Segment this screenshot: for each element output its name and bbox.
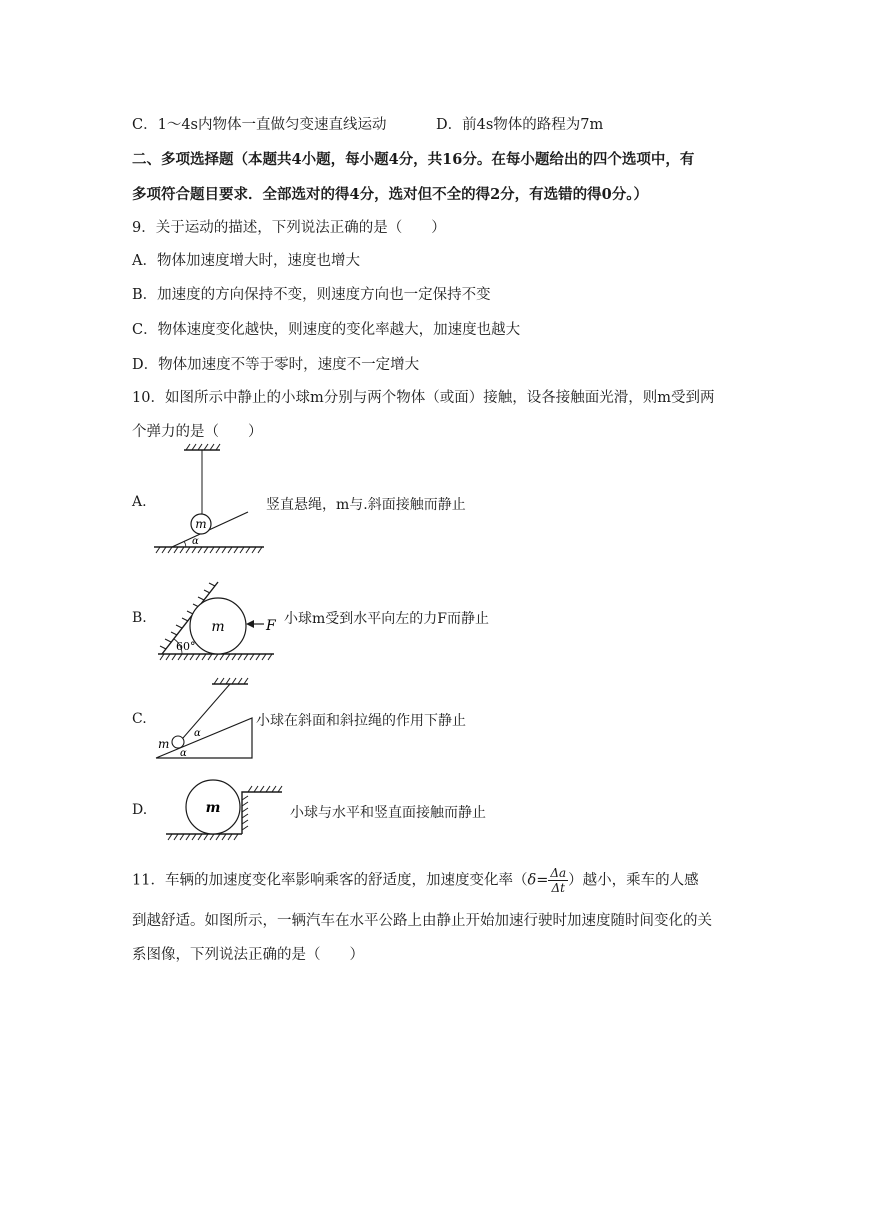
q11-line3: 系图像，下列说法正确的是（ ）: [132, 947, 364, 963]
q10-stem-line2: 个弹力的是（ ）: [132, 424, 263, 440]
q11-line1: [132, 866, 699, 895]
q10-option-c-letter: C.: [132, 711, 147, 727]
q10-figure-b: [152, 574, 282, 664]
q10-b-force-label: F: [266, 618, 276, 634]
q10-b-angle-label: 60°: [176, 640, 196, 653]
q10-figure-a: [152, 444, 282, 559]
q11-line2: 到越舒适。如图所示，一辆汽车在水平公路上由静止开始加速行驶时加速度随时间变化的关: [132, 913, 712, 929]
q11-delta-symbol: δ: [527, 872, 537, 889]
q11-fraction-numerator: Δa: [550, 866, 567, 880]
q10-d-mass-label: m: [205, 800, 221, 816]
q10-option-d-desc: 小球与水平和竖直面接触而静止: [290, 805, 486, 821]
q10-figure-d: [162, 780, 292, 850]
q11-fraction: [548, 866, 568, 895]
q10-option-a-letter: A.: [132, 494, 147, 510]
q11-line1-a: 11．车辆的加速度变化率影响乘客的舒适度，加速度变化率（: [132, 872, 528, 889]
q10-option-b-letter: B.: [132, 610, 147, 626]
q8-option-d: D．前4s物体的路程为7m: [436, 117, 604, 133]
section2-heading-line2: 多项符合题目要求．全部选对的得4分，选对但不全的得2分，有选错的得0分。）: [132, 186, 649, 203]
section2-heading-line1: 二、多项选择题（本题共4小题，每小题4分，共16分。在每小题给出的四个选项中，有: [132, 151, 695, 168]
q8-option-c: C．1～4s内物体一直做匀变速直线运动: [132, 117, 387, 133]
q9-option-d: D．物体加速度不等于零时，速度不一定增大: [132, 357, 420, 373]
q9-option-b: B．加速度的方向保持不变，则速度方向也一定保持不变: [132, 287, 491, 303]
q10-stem-line1: 10．如图所示中静止的小球m分别与两个物体（或面）接触，设各接触面光滑，则m受到两: [132, 390, 715, 406]
q10-c-mass-label: m: [158, 737, 170, 751]
q11-fraction-denominator: Δt: [551, 881, 565, 895]
q9-option-c: C．物体速度变化越快，则速度的变化率越大，加速度也越大: [132, 322, 521, 338]
q11-equals: =: [536, 872, 549, 889]
q9-stem: 9．关于运动的描述，下列说法正确的是（ ）: [132, 220, 446, 236]
q10-c-angle2-label: α: [180, 748, 187, 759]
q10-c-angle1-label: α: [194, 728, 201, 739]
q10-option-c-desc: 小球在斜面和斜拉绳的作用下静止: [256, 713, 466, 729]
q10-option-a-desc: 竖直悬绳，m与.斜面接触而静止: [266, 497, 466, 513]
q10-b-mass-label: m: [211, 619, 225, 635]
q9-option-a: A．物体加速度增大时，速度也增大: [132, 253, 360, 269]
q10-a-angle-label: α: [192, 536, 199, 547]
q10-option-d-letter: D.: [132, 802, 148, 818]
q11-line1-b: ）越小，乘车的人感: [568, 872, 699, 889]
q10-a-mass-label: m: [195, 517, 207, 531]
q10-figure-c: [150, 676, 260, 766]
q10-option-b-desc: 小球m受到水平向左的力F而静止: [284, 611, 489, 627]
